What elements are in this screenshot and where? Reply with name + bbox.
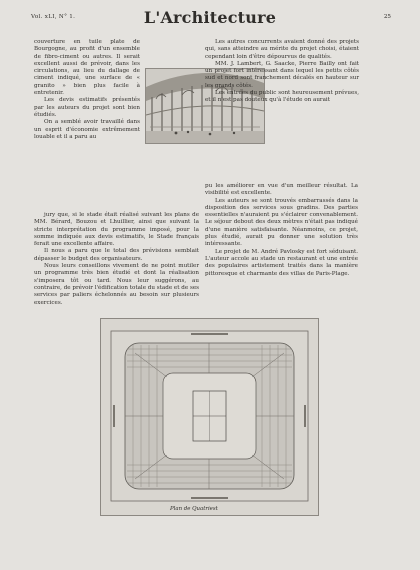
paragraph: MM. J. Lambert, G. Saacke, Pierre Bailly ont fait un projet fort intéressant dans lequel les petits côtés sud et nord sont franchement décalés en hauteur sur les grands côtés. xyxy=(205,60,359,89)
paragraph: Nous leurs conseillons vivement de ne point mutiler un programme très bien étudié et dont la réalisation s'imposera tôt ou tard. Nous leur suggérons, au contraire, de prévoir l'édification totale du stade et de ses services par paliers échelonnés au besoin sur plusieurs exercices. xyxy=(34,263,199,306)
paragraph: Les devis estimatifs présentés par les auteurs du projet sont bien étudiés. xyxy=(34,97,140,118)
paragraph: Il nous a paru que le total des prévisions semblait dépasser le budget des organisateurs. xyxy=(34,248,199,262)
journal-title: L'Architecture xyxy=(143,8,277,27)
paragraph: jury que, si le stade était réalisé suivant les plans de MM. Bérard, Bouzou et Lhuillier, ainsi que suivant la stricte interprétation du programme imposé, pour la somme indiquée aux devis estimatifs, le Stade français ferait une excellente affaire. xyxy=(34,212,199,248)
paragraph: Les autres concurrents avaient donné des projets qui, sans atteindre au mérite du projet choisi, étaient cependant loin d'être dépourvus de qualités. xyxy=(205,39,359,60)
paragraph: pu les améliorer en vue d'un meilleur résultat. La visibilité est excellente. xyxy=(205,183,358,197)
lower-left-text xyxy=(34,212,199,307)
paragraph: Le projet de M. André Pavlosky est fort séduisant. L'auteur accole au stade un restaurant et une entrée des populaires artistement traités dans la manière pittoresque et charmante des villas de Paris-Plage. xyxy=(205,248,358,277)
left-column-text xyxy=(34,39,140,141)
plan-caption: Plan de Quatriest xyxy=(170,506,218,512)
paragraph: On a semblé avoir travaillé dans un esprit d'économie extrêmement louable et il a paru au xyxy=(34,119,140,140)
paragraph: Les auteurs se sont trouvés embarrassés dans la disposition des services sous gradins. Des parties essentielles n'auraient pu s'éclairer convenablement. Le séjour debout des deux mètres n'était pas indiqué d'une manière satisfaisante. Néanmoins, ce projet, plus étudié, aurait pu donner une solution très intéressante. xyxy=(205,197,358,248)
paragraph: couverture en tuile plate de Bourgogne, au profit d'un ensemble de fibro-ciment ou autres. Il serait excellent aussi de prévoir, dans les circulations, au lieu du dallage de ciment indiqué, une surface de « granito » bien plus facile à entretenir. xyxy=(34,39,140,97)
lower-right-text xyxy=(205,183,358,278)
page-number: 25 xyxy=(383,14,391,20)
right-column-text xyxy=(205,39,359,105)
paragraph: Les entrées du public sont heureusement prévues, et il n'est pas douteux qu'à l'étude on aurait xyxy=(205,90,359,104)
volume-number: Vol. xLI, N° 1. xyxy=(31,14,76,20)
stadium-floor-plan xyxy=(100,318,319,516)
